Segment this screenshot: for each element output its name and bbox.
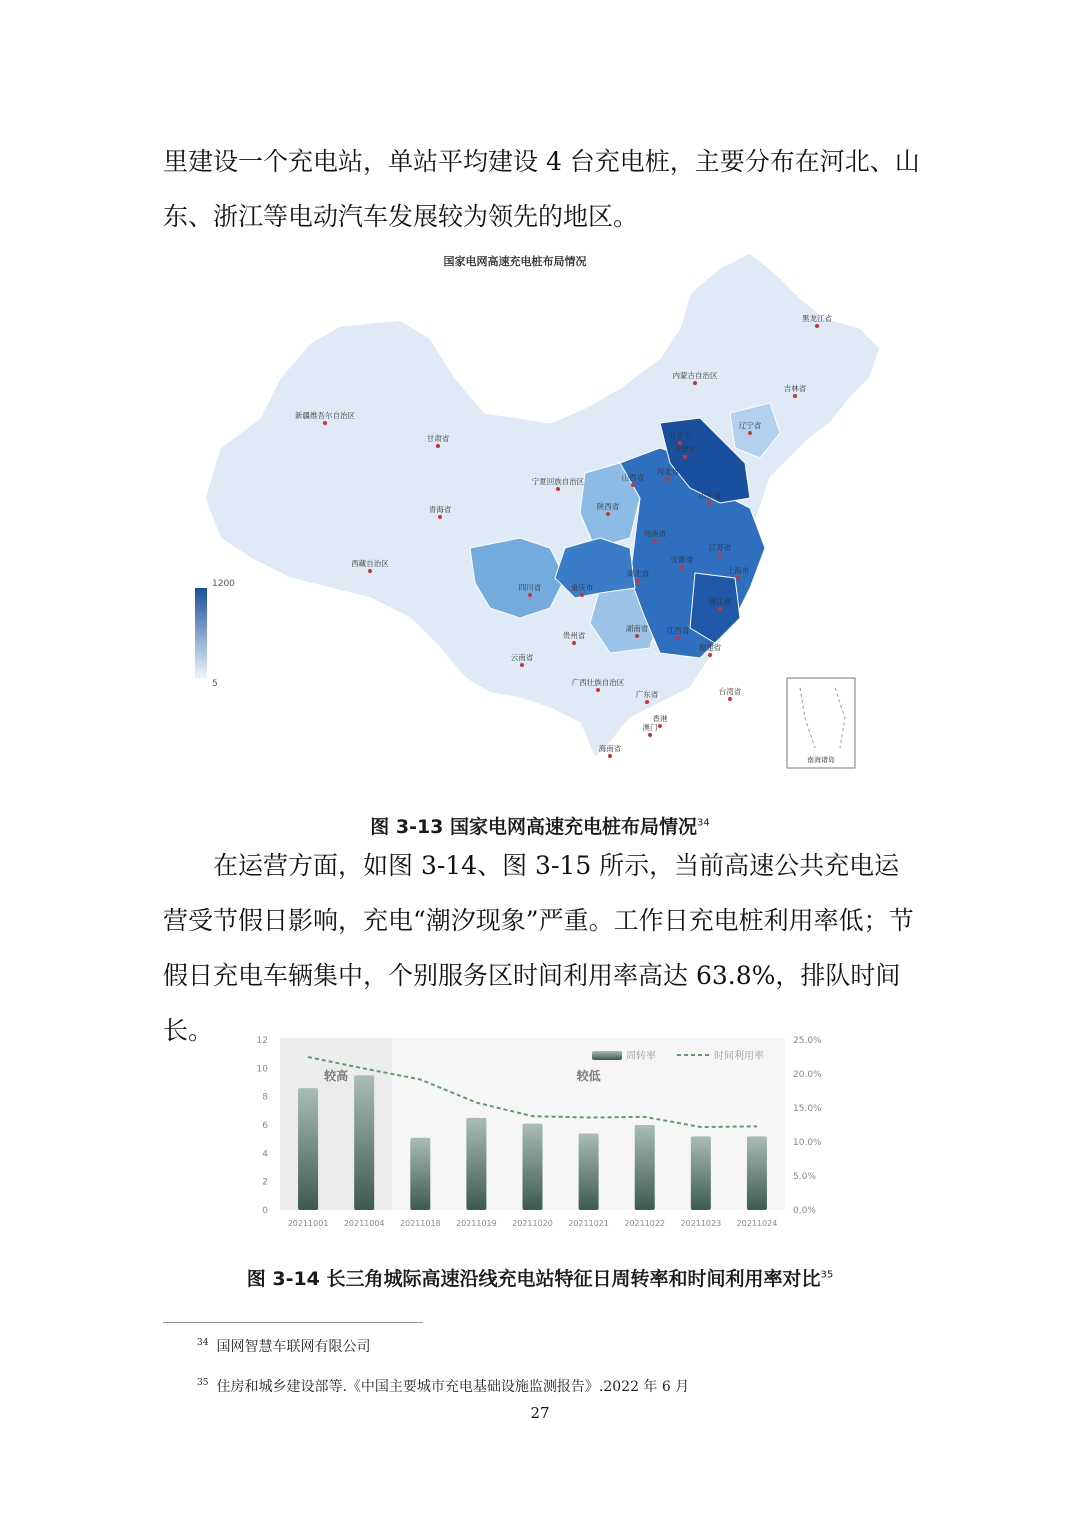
province-dot <box>368 569 372 573</box>
province-dot <box>645 700 649 704</box>
footnote-divider <box>163 1322 423 1323</box>
province-label: 辽宁省 <box>738 421 762 430</box>
y-left-tick-label: 0 <box>262 1206 268 1216</box>
map-caption-ref: 34 <box>697 817 710 829</box>
footnote-35 <box>197 1376 689 1396</box>
province-dot <box>680 565 684 569</box>
province-dot <box>648 733 652 737</box>
province-dot <box>438 515 442 519</box>
y-left-tick-label: 4 <box>262 1149 268 1160</box>
province-label: 山西省 <box>621 473 645 482</box>
province-dot <box>683 455 687 459</box>
province-label: 贵州省 <box>562 631 586 640</box>
province-dot <box>631 483 635 487</box>
x-tick-label: 20211023 <box>680 1219 722 1228</box>
region-label-low: 较低 <box>576 1069 601 1083</box>
chart-svg <box>240 1030 840 1250</box>
province-label: 安徽省 <box>670 555 694 564</box>
x-tick-label: 20211019 <box>456 1219 497 1228</box>
legend-bar-swatch <box>592 1051 622 1060</box>
province-dot <box>708 653 712 657</box>
province-dot <box>718 553 722 557</box>
footnote-number: 35 <box>197 1378 209 1389</box>
province-dot <box>693 381 697 385</box>
paragraph-line: 里建设一个充电站，单站平均建设 4 台充电桩，主要分布在河北、山 <box>163 147 920 176</box>
province-label: 重庆市 <box>570 583 594 592</box>
province-label: 甘肃省 <box>426 434 450 443</box>
province-label: 新疆维吾尔自治区 <box>295 411 355 420</box>
province-dot <box>748 431 752 435</box>
bar-turnover-rate <box>747 1136 767 1210</box>
y-right-tick-label: 10.0% <box>793 1138 822 1148</box>
combo-chart <box>240 1030 840 1250</box>
province-dot <box>635 634 639 638</box>
province-label: 浙江省 <box>708 597 732 606</box>
province-dot <box>636 579 640 583</box>
province-dot <box>736 576 740 580</box>
map-caption-text: 图 3-13 国家电网高速充电桩布局情况 <box>370 816 698 838</box>
province-label: 河北省 <box>656 467 680 476</box>
province-dot <box>728 697 732 701</box>
province-dot <box>608 754 612 758</box>
paragraph-operations: 在运营方面，如图 3-14、图 3-15 所示，当前高速公共充电运营受节假日影响，充电“潮汐现象”严重。工作日充电桩利用率低；节假日充电车辆集中，个别服务区时间利用率高达 63.8%，排队时间长。 <box>163 851 914 1045</box>
region-label-high: 较高 <box>324 1069 349 1083</box>
legend-bar-label: 周转率 <box>626 1051 656 1062</box>
x-tick-label: 20211004 <box>343 1219 385 1228</box>
province-dot <box>580 593 584 597</box>
province-label: 西藏自治区 <box>351 559 389 568</box>
x-tick-label: 20211020 <box>512 1219 553 1228</box>
y-right-tick-label: 0.0% <box>793 1206 816 1216</box>
inset-label: 南海诸岛 <box>807 756 835 764</box>
province-label: 澳门 <box>642 723 658 732</box>
y-left-tick-label: 8 <box>262 1092 268 1103</box>
x-tick-label: 20211018 <box>399 1219 441 1228</box>
y-right-tick-label: 5.0% <box>793 1172 816 1182</box>
bar-turnover-rate <box>466 1118 486 1210</box>
x-tick-label: 20211001 <box>287 1219 329 1228</box>
province-label: 台湾省 <box>718 687 742 696</box>
legend-max-label: 1200 <box>212 579 235 589</box>
chart-caption <box>0 1264 1080 1291</box>
china-outline <box>205 253 880 758</box>
y-left-tick-label: 10 <box>256 1064 268 1075</box>
map-caption <box>0 812 1080 839</box>
bar-turnover-rate <box>579 1134 599 1211</box>
legend-min-label: 5 <box>212 679 218 689</box>
province-label: 陕西省 <box>596 502 620 511</box>
province-dot <box>708 501 712 505</box>
bar-turnover-rate <box>635 1125 655 1210</box>
region-top <box>690 573 740 643</box>
province-dot <box>323 421 327 425</box>
province-label: 江西省 <box>666 626 690 635</box>
province-label: 河南省 <box>643 529 667 538</box>
map-title: 国家电网高速充电桩布局情况 <box>443 255 587 268</box>
province-label: 云南省 <box>510 653 534 662</box>
province-dot <box>815 324 819 328</box>
province-label: 湖北省 <box>626 569 650 578</box>
province-label: 江苏省 <box>708 543 732 552</box>
province-label: 福建省 <box>698 643 722 652</box>
legend-line-label: 时间利用率 <box>714 1051 764 1062</box>
footnote-text: 住房和城乡建设部等.《中国主要城市充电基础设施监测报告》.2022 年 6 月 <box>216 1379 690 1395</box>
province-dot <box>653 539 657 543</box>
province-label: 山东省 <box>698 491 722 500</box>
chart-caption-ref: 35 <box>820 1269 834 1281</box>
province-label: 天津市 <box>673 445 697 454</box>
province-label: 广东省 <box>635 690 659 699</box>
bar-turnover-rate <box>691 1136 711 1210</box>
y-left-tick-label: 12 <box>256 1036 268 1046</box>
province-label: 湖南省 <box>625 624 649 633</box>
province-dot <box>436 444 440 448</box>
province-dot <box>572 641 576 645</box>
bar-turnover-rate <box>354 1075 374 1210</box>
footnote-34 <box>197 1336 370 1356</box>
province-dot <box>528 593 532 597</box>
china-map <box>190 248 890 790</box>
legend-gradient-bar <box>195 588 207 678</box>
province-label: 黑龙江省 <box>802 314 832 323</box>
footnote-text: 国网智慧车联网有限公司 <box>216 1339 371 1355</box>
y-right-tick-label: 20.0% <box>793 1070 822 1080</box>
bar-turnover-rate <box>523 1124 543 1210</box>
china-map-figure <box>190 248 890 790</box>
y-right-tick-label: 15.0% <box>793 1104 822 1114</box>
province-label: 海南省 <box>598 744 622 753</box>
bar-turnover-rate <box>410 1138 430 1210</box>
province-dot <box>606 512 610 516</box>
province-dot <box>793 394 797 398</box>
province-label: 内蒙古自治区 <box>672 371 718 380</box>
x-tick-label: 20211024 <box>736 1219 778 1228</box>
bar-turnover-rate <box>298 1088 318 1210</box>
page-number: 27 <box>530 1404 550 1422</box>
y-left-tick-label: 6 <box>262 1121 268 1131</box>
province-dot <box>666 477 670 481</box>
province-dot <box>718 607 722 611</box>
chart-caption-text: 图 3-14 长三角城际高速沿线充电站特征日周转率和时间利用率对比 <box>246 1268 821 1290</box>
province-dot <box>658 724 662 728</box>
province-label: 北京市 <box>668 431 692 440</box>
province-dot <box>520 663 524 667</box>
province-dot <box>596 688 600 692</box>
province-label: 广西壮族自治区 <box>571 678 625 687</box>
footnote-number: 34 <box>197 1338 209 1349</box>
south-china-sea-inset <box>787 678 855 768</box>
x-tick-label: 20211021 <box>568 1219 609 1228</box>
paragraph-line: 东、浙江等电动汽车发展较为领先的地区。 <box>163 202 639 231</box>
province-dot <box>676 636 680 640</box>
x-tick-label: 20211022 <box>624 1219 666 1228</box>
province-label: 香港 <box>652 714 668 723</box>
province-dot <box>556 487 560 491</box>
y-right-tick-label: 25.0% <box>793 1036 822 1046</box>
province-label: 四川省 <box>518 583 542 592</box>
y-left-tick-label: 2 <box>262 1177 268 1188</box>
province-label: 上海市 <box>726 566 750 575</box>
province-label: 宁夏回族自治区 <box>531 477 585 486</box>
province-label: 青海省 <box>428 505 452 514</box>
region-high <box>555 538 635 598</box>
province-label: 吉林省 <box>783 384 807 393</box>
